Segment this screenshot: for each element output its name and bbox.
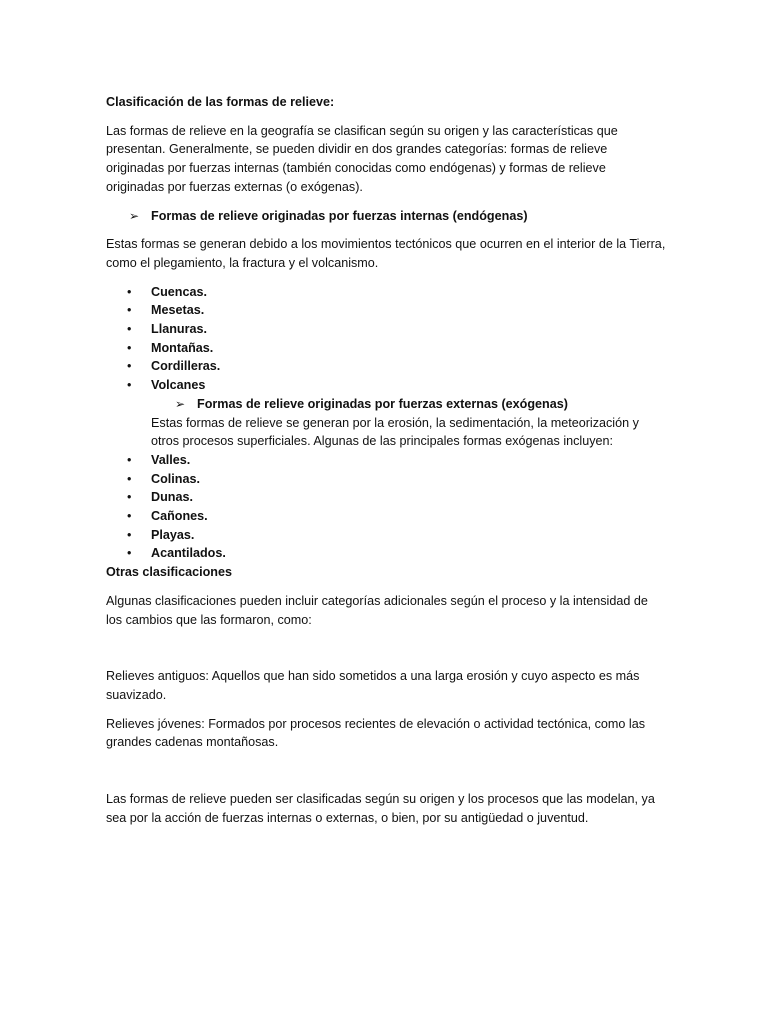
arrow-bullet-icon: ➢ bbox=[175, 396, 186, 411]
list-item: • Dunas. bbox=[106, 488, 666, 507]
list-item: • Cordilleras. bbox=[106, 357, 666, 376]
bullet-icon: • bbox=[127, 452, 132, 467]
bullet-icon: • bbox=[127, 322, 132, 337]
conclusion-paragraph: Las formas de relieve pueden ser clasificadas según su origen y los procesos que las modelan, ya sea por la acción de fuerzas internas o externas, o bien, por su antigüedad o juventud. bbox=[106, 792, 655, 825]
arrow-bullet-icon: ➢ bbox=[129, 208, 140, 223]
internal-forces-description: Estas formas se generan debido a los movimientos tectónicos que ocurren en el interior de la Tierra, como el plegamiento, la fractura y el volcanismo. bbox=[106, 237, 666, 270]
bullet-icon: • bbox=[127, 378, 132, 393]
old-reliefs-paragraph: Relieves antiguos: Aquellos que han sido sometidos a una larga erosión y cuyo aspecto es más suavizado. bbox=[106, 669, 640, 702]
document-title: Clasificación de las formas de relieve: bbox=[106, 95, 335, 109]
internal-forces-heading bbox=[106, 207, 666, 226]
external-forces-heading bbox=[106, 395, 666, 414]
bullet-icon: • bbox=[127, 284, 132, 299]
list-item: • Montañas. bbox=[106, 339, 666, 358]
list-item: • Mesetas. bbox=[106, 301, 666, 320]
other-classifications-description: Algunas clasificaciones pueden incluir categorías adicionales según el proceso y la intensidad de los cambios que las formaron, como: bbox=[106, 593, 648, 627]
other-classifications-heading: Otras clasificaciones bbox=[106, 565, 233, 580]
spacer bbox=[106, 762, 666, 790]
bullet-icon: • bbox=[127, 340, 132, 355]
list-item: • Valles. bbox=[106, 451, 666, 470]
young-reliefs-paragraph: Relieves jóvenes: Formados por procesos recientes de elevación o actividad tectónica, como las grandes cadenas montañosas. bbox=[106, 716, 646, 750]
intro-paragraph: Las formas de relieve en la geografía se clasifican según su origen y las características que presentan. Generalmente, se pueden dividir en dos grandes categorías: formas de relieve originadas por fuerzas internas (también conocidas como endógenas) y formas de relieve originadas por fuerzas externas (o exógenas). bbox=[106, 123, 618, 194]
spacer bbox=[106, 639, 666, 667]
bullet-icon: • bbox=[127, 359, 132, 374]
bullet-icon: • bbox=[127, 471, 132, 486]
external-forms-list bbox=[106, 451, 666, 563]
external-forces-description: Estas formas de relieve se generan por la erosión, la sedimentación, la meteorización y otros procesos superficiales. Algunas de las principales formas exógenas incluyen: bbox=[151, 415, 639, 449]
list-item: • Cañones. bbox=[106, 507, 666, 526]
list-item: • Colinas. bbox=[106, 470, 666, 489]
internal-forces-heading-text: Formas de relieve originadas por fuerzas internas (endógenas) bbox=[151, 208, 528, 223]
bullet-icon: • bbox=[127, 546, 132, 561]
list-item: • Acantilados. bbox=[106, 544, 666, 563]
list-item: • Volcanes bbox=[106, 376, 666, 395]
list-item: • Playas. bbox=[106, 526, 666, 545]
external-forces-heading-text: Formas de relieve originadas por fuerzas externas (exógenas) bbox=[197, 396, 568, 411]
internal-forms-list bbox=[106, 283, 666, 395]
bullet-icon: • bbox=[127, 490, 132, 505]
list-item: • Llanuras. bbox=[106, 320, 666, 339]
list-item: • Cuencas. bbox=[106, 283, 666, 302]
bullet-icon: • bbox=[127, 527, 132, 542]
document-page bbox=[106, 93, 666, 838]
bullet-icon: • bbox=[127, 509, 132, 524]
bullet-icon: • bbox=[127, 303, 132, 318]
